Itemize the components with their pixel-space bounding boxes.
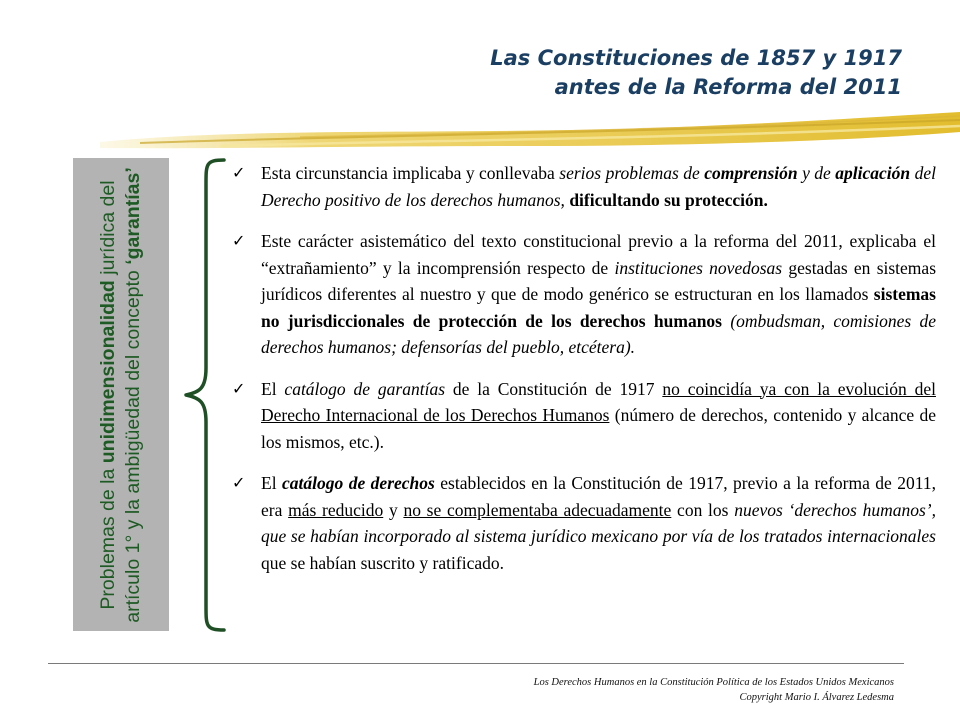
bullet-text-run: (ombudsman, comisiones de derechos humanos; defensorías del pueblo, etcétera). [261, 310, 937, 357]
bullet-text-run: y [383, 499, 404, 520]
check-icon: ✓ [232, 163, 246, 182]
bullet-text-run: de la Constitución de 1917 [445, 378, 663, 399]
bullet-item [232, 470, 936, 576]
curly-brace [182, 150, 226, 640]
footer-line-2: Copyright Mario I. Álvarez Ledesma [739, 692, 894, 703]
bullet-text-run: gestadas en sistemas jurídicos diferentes al nuestro y que de modo genérico se estructuran en los llamados [261, 257, 936, 304]
bullet-text-run: que se habían suscrito y ratificado. [261, 552, 504, 573]
check-icon: ✓ [232, 473, 246, 492]
footer [534, 675, 894, 705]
bullet-text-run: catálogo de garantías [284, 378, 446, 399]
bullet-text-run: nuevos ‘derechos humanos’, que se habían incorporado al sistema jurídico mexicano por vía de los tratados internacionales [261, 499, 936, 546]
bullet-item [232, 376, 936, 456]
check-icon: ✓ [232, 378, 246, 398]
slide-title [490, 44, 902, 102]
side-label-part-2: jurídica del artículo 1° y la ambigüedad del concepto [97, 179, 144, 623]
slide-title-line-2: antes de la Reforma del 2011 [554, 75, 902, 99]
bullet-text-run: instituciones novedosas [614, 257, 783, 278]
bullet-text-run: aplicación [835, 163, 911, 183]
check-icon: ✓ [232, 231, 246, 250]
bullet-text-run: no se complementaba adecuadamente [403, 499, 672, 520]
bullet-text-run: y de [797, 163, 836, 183]
bullet-text-run: El [261, 473, 283, 493]
side-label-text [96, 165, 146, 625]
footer-divider [48, 663, 904, 664]
bullet-text-run: El [261, 378, 285, 399]
bullet-text-run: establecidos en la Constitución de 1917, previo a la reforma de 2011, era [261, 473, 936, 520]
bullet-text-run: más reducido [288, 499, 384, 520]
bullet-text-run: serios problemas de [559, 163, 705, 183]
bullet-text-run: sistemas no jurisdiccionales de protección de los derechos humanos [261, 284, 936, 331]
footer-line-1: Los Derechos Humanos en la Constitución Política de los Estados Unidos Mexicanos [533, 677, 894, 688]
yellow-brush-stroke [100, 112, 960, 152]
bullet-text-run: (número de derechos, contenido y alcance de los mismos, etc.). [261, 405, 936, 452]
bullet-text-run: no coincidía ya con la evolución del Derecho Internacional de los Derechos Humanos [261, 378, 936, 425]
bullet-item [232, 228, 936, 361]
bullet-text-run: comprensión [704, 163, 798, 183]
bullet-text-run: dificultando su protección. [569, 189, 768, 210]
side-label-bold-2: ‘garantías’ [122, 166, 144, 265]
bullet-text-run: Este carácter asistemático del texto constitucional previo a la reforma del 2011, explicaba el “extrañamiento” y la incomprensión respecto de [261, 231, 936, 278]
bullet-text-run: con los [671, 499, 735, 520]
bullet-list [232, 160, 936, 591]
bullet-text-run: del Derecho positivo de los derechos humanos, [261, 163, 936, 210]
side-label-box [73, 158, 169, 631]
slide-title-line-1: Las Constituciones de 1857 y 1917 [490, 46, 902, 70]
bullet-text-run: Esta circunstancia implicaba y conllevaba [261, 163, 560, 183]
bullet-item [232, 160, 936, 213]
bullet-text-run: catálogo de derechos [282, 473, 435, 493]
side-label-bold-1: unidimensionalidad [97, 279, 119, 463]
side-label-part-1: Problemas de la [97, 462, 119, 610]
